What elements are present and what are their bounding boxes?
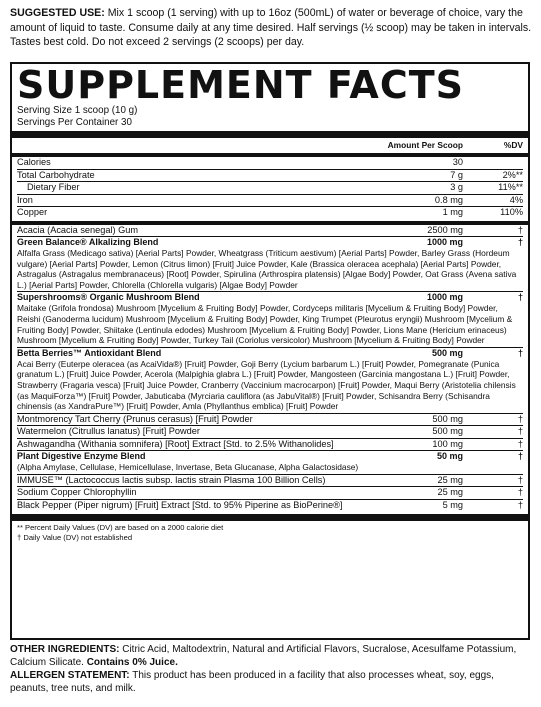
nutrient-amount: 0.8 mg xyxy=(434,194,463,205)
ingredient-name: Sodium Copper Chlorophyllin xyxy=(17,487,137,498)
nutrient-row xyxy=(17,182,523,195)
footnote-not-established: † Daily Value (DV) not established xyxy=(17,533,133,543)
ingredient-dv: † xyxy=(517,474,523,485)
allergen-text: This product has been produced in a facility that also processes wheat, soy, eggs, peanuts, tree nuts, and milk. xyxy=(10,670,494,694)
nutrient-row xyxy=(17,170,523,183)
footnote-dv: ** Percent Daily Values (DV) are based on a 2000 calorie diet xyxy=(17,523,224,533)
blend-name: Green Balance® Alkalizing Blend xyxy=(17,237,159,247)
nutrient-dv: 11%** xyxy=(498,182,523,192)
nutrient-amount: 1 mg xyxy=(442,207,463,217)
blend-amount: 500 mg xyxy=(431,347,463,358)
dv-header: %DV xyxy=(503,140,523,150)
nutrient-name: Total Carbohydrate xyxy=(17,169,95,180)
green-balance-blend xyxy=(17,237,523,292)
ingredient-name: Black Pepper (Piper nigrum) [Fruit] Extract [Std. to 95% Piperine as BioPerine®] xyxy=(17,499,343,510)
ingredient-dv: † xyxy=(517,426,523,437)
thick-divider xyxy=(12,514,528,521)
nutrient-dv xyxy=(463,157,523,169)
other-ingredients-label: OTHER INGREDIENTS: xyxy=(10,644,120,655)
blend-amount: 50 mg xyxy=(436,451,463,462)
bottom-text xyxy=(10,643,532,695)
nutrient-name: Calories xyxy=(17,157,51,167)
ingredient-row xyxy=(17,414,523,427)
nutrient-dv: 4% xyxy=(509,194,523,205)
juice-content: Contains 0% Juice. xyxy=(86,657,178,668)
ingredient-row xyxy=(17,475,523,488)
blend-amount: 1000 mg xyxy=(426,237,463,247)
ingredient-dv: † xyxy=(517,499,523,510)
ingredient-row xyxy=(17,225,523,238)
nutrient-amount: 30 xyxy=(452,157,463,167)
ingredient-name: IMMUSE™ (Lactococcus lactis subsp. lactis strain Plasma 100 Billion Cells) xyxy=(17,474,326,485)
panel-title: SUPPLEMENT FACTS xyxy=(17,63,465,107)
blend-ingredients: Maitake (Grifola frondosa) Mushroom [Mycelium & Fruiting Body] Powder, Cordyceps militaris [Mycelium & Fruiting Body] Powder, Reishi (Ganoderma lucidum) Mushroom [Mycelium & Fruiting Body] Powder, King Trumpet (Pleurotus eryngii) Mushroom [Mycelium & Fruiting Body] Powder, Shiitake (Lentinula edodes) Mushroom [Mycelium & Fruiting Body] Powder, Lions Mane (Hericium erinaceus) Mushroom [Mycelium & Fruiting Body] Powder, Turkey Tail (Coriolus versicolor) Mushroom [Mycelium & Fruiting Body] Powder xyxy=(17,303,513,346)
ingredient-dv: † xyxy=(517,413,523,424)
blend-name: Supershrooms® Organic Mushroom Blend xyxy=(17,292,200,303)
amount-header: Amount Per Scoop xyxy=(387,140,463,150)
ingredient-row xyxy=(17,487,523,500)
ingredient-amount: 5 mg xyxy=(442,499,463,510)
berries-blend xyxy=(17,348,523,414)
blend-dv: † xyxy=(517,347,523,358)
nutrient-dv: 110% xyxy=(500,207,523,217)
ingredient-row xyxy=(17,439,523,452)
thick-divider xyxy=(12,131,528,138)
blend-amount: 1000 mg xyxy=(426,292,463,303)
nutrient-name: Dietary Fiber xyxy=(27,182,80,192)
serving-size: Serving Size 1 scoop (10 g) xyxy=(17,105,138,116)
ingredient-amount: 25 mg xyxy=(437,474,463,485)
nutrient-row xyxy=(17,157,523,170)
ingredient-amount: 100 mg xyxy=(432,438,463,449)
suggested-use xyxy=(10,6,532,50)
suggested-use-label: SUGGESTED USE: xyxy=(10,7,105,19)
ingredient-name: Montmorency Tart Cherry (Prunus cerasus) [Fruit] Powder xyxy=(17,413,253,424)
blend-dv: † xyxy=(517,451,523,462)
blend-name: Plant Digestive Enzyme Blend xyxy=(17,451,146,462)
ingredient-dv: † xyxy=(517,224,523,235)
ingredient-amount: 2500 mg xyxy=(427,224,463,235)
ingredient-dv: † xyxy=(517,487,523,498)
ingredient-row xyxy=(17,500,523,512)
nutrient-amount: 3 g xyxy=(450,182,463,192)
blend-dv: † xyxy=(517,292,523,303)
ingredient-amount: 25 mg xyxy=(437,487,463,498)
ingredient-dv: † xyxy=(517,438,523,449)
column-header xyxy=(17,140,523,151)
blend-ingredients: (Alpha Amylase, Cellulase, Hemicellulase, Invertase, Beta Glucanase, Alpha Galactosidase) xyxy=(17,462,359,473)
nutrient-name: Copper xyxy=(17,207,48,217)
blend-name: Betta Berries™ Antioxidant Blend xyxy=(17,347,162,358)
ingredient-name: Ashwagandha (Withania somnifera) [Root] Extract [Std. to 2.5% Withanolides] xyxy=(17,438,334,449)
supplement-facts-panel xyxy=(10,62,530,640)
other-ingredients xyxy=(10,643,532,669)
servings-per-container: Servings Per Container 30 xyxy=(17,116,132,128)
enzyme-blend xyxy=(17,451,523,475)
blend-ingredients: Acai Berry (Euterpe oleracea (as AcaiVida®) [Fruit] Powder, Goji Berry (Lycium barbarum L.) [Fruit] Powder, Pomegranate (Punica granatum L.) [Fruit] Juice Powder, Acerola (Malpighia glabra L.) [Fruit] Powder, Mangosteen (Garcinia mangostana L.) [Fruit] Powder, Strawberry (Fragaria vesca) [Fruit] Juice Powder, Cranberry (Vaccinium macrocarpon) [Fruit] Powder, Maqui Berry (Aristotelia chilensis (as MaquiForza™) [Fruit] Powder, Jabuticaba (Myrciaria cauliflora (as JabuVital®) [Fruit] Powder, Schisandra Berry (Schisandra chinensis (as XandraPure™) [Fruit] Powder, Amla (Phyllanthus emblica) [Fruit] Powder xyxy=(17,358,516,412)
ingredient-row xyxy=(17,426,523,439)
blend-ingredients: Alfalfa Grass (Medicago sativa) [Aerial Parts] Powder, Wheatgrass (Triticum aestivum) [Aerial Parts] Powder, Barley Grass (Hordeum vulgare) [Aerial Parts] Powder, Lemon (Citrus limon) [Fruit] Juice Powder, Kale (Brassica oleracea acephala) [Aerial Parts] Powder, Astragalus (Astragalus membranaceus) [Root] Powder, Spirulina (Arthrospira platensis) [Algae Body] Powder, Oat Grass (Avena sativa L.) [Aerial Parts] Powder, Chlorella (Chlorella vulgaris) [Algae Body] Powder xyxy=(17,248,517,290)
nutrient-dv: 2%** xyxy=(502,169,523,180)
ingredient-amount: 500 mg xyxy=(432,426,463,437)
suggested-use-text: Mix 1 scoop (1 serving) with up to 16oz (500mL) of water or beverage of choice, vary the amount of liquid to taste. Consume daily at any time desired. Half servings (½ scoop) may be taken in intervals. Tastes best cold. Do not exceed 2 servings (2 scoops) per day. xyxy=(10,7,532,48)
mushroom-blend xyxy=(17,292,523,347)
ingredient-name: Acacia (Acacia senegal) Gum xyxy=(17,224,139,235)
blend-dv: † xyxy=(517,237,523,247)
ingredient-name: Watermelon (Citrullus lanatus) [Fruit] Powder xyxy=(17,426,200,437)
ingredient-amount: 500 mg xyxy=(432,413,463,424)
nutrient-row xyxy=(17,207,523,219)
nutrient-name: Iron xyxy=(17,194,33,205)
allergen-statement xyxy=(10,669,532,695)
other-ingredients-text: Citric Acid, Maltodextrin, Natural and Artificial Flavors, Sucralose, Acesulfame Potassium, Calcium Silicate. xyxy=(10,644,517,668)
allergen-label: ALLERGEN STATEMENT: xyxy=(10,670,130,681)
nutrient-amount: 7 g xyxy=(450,169,463,180)
nutrient-row xyxy=(17,195,523,208)
